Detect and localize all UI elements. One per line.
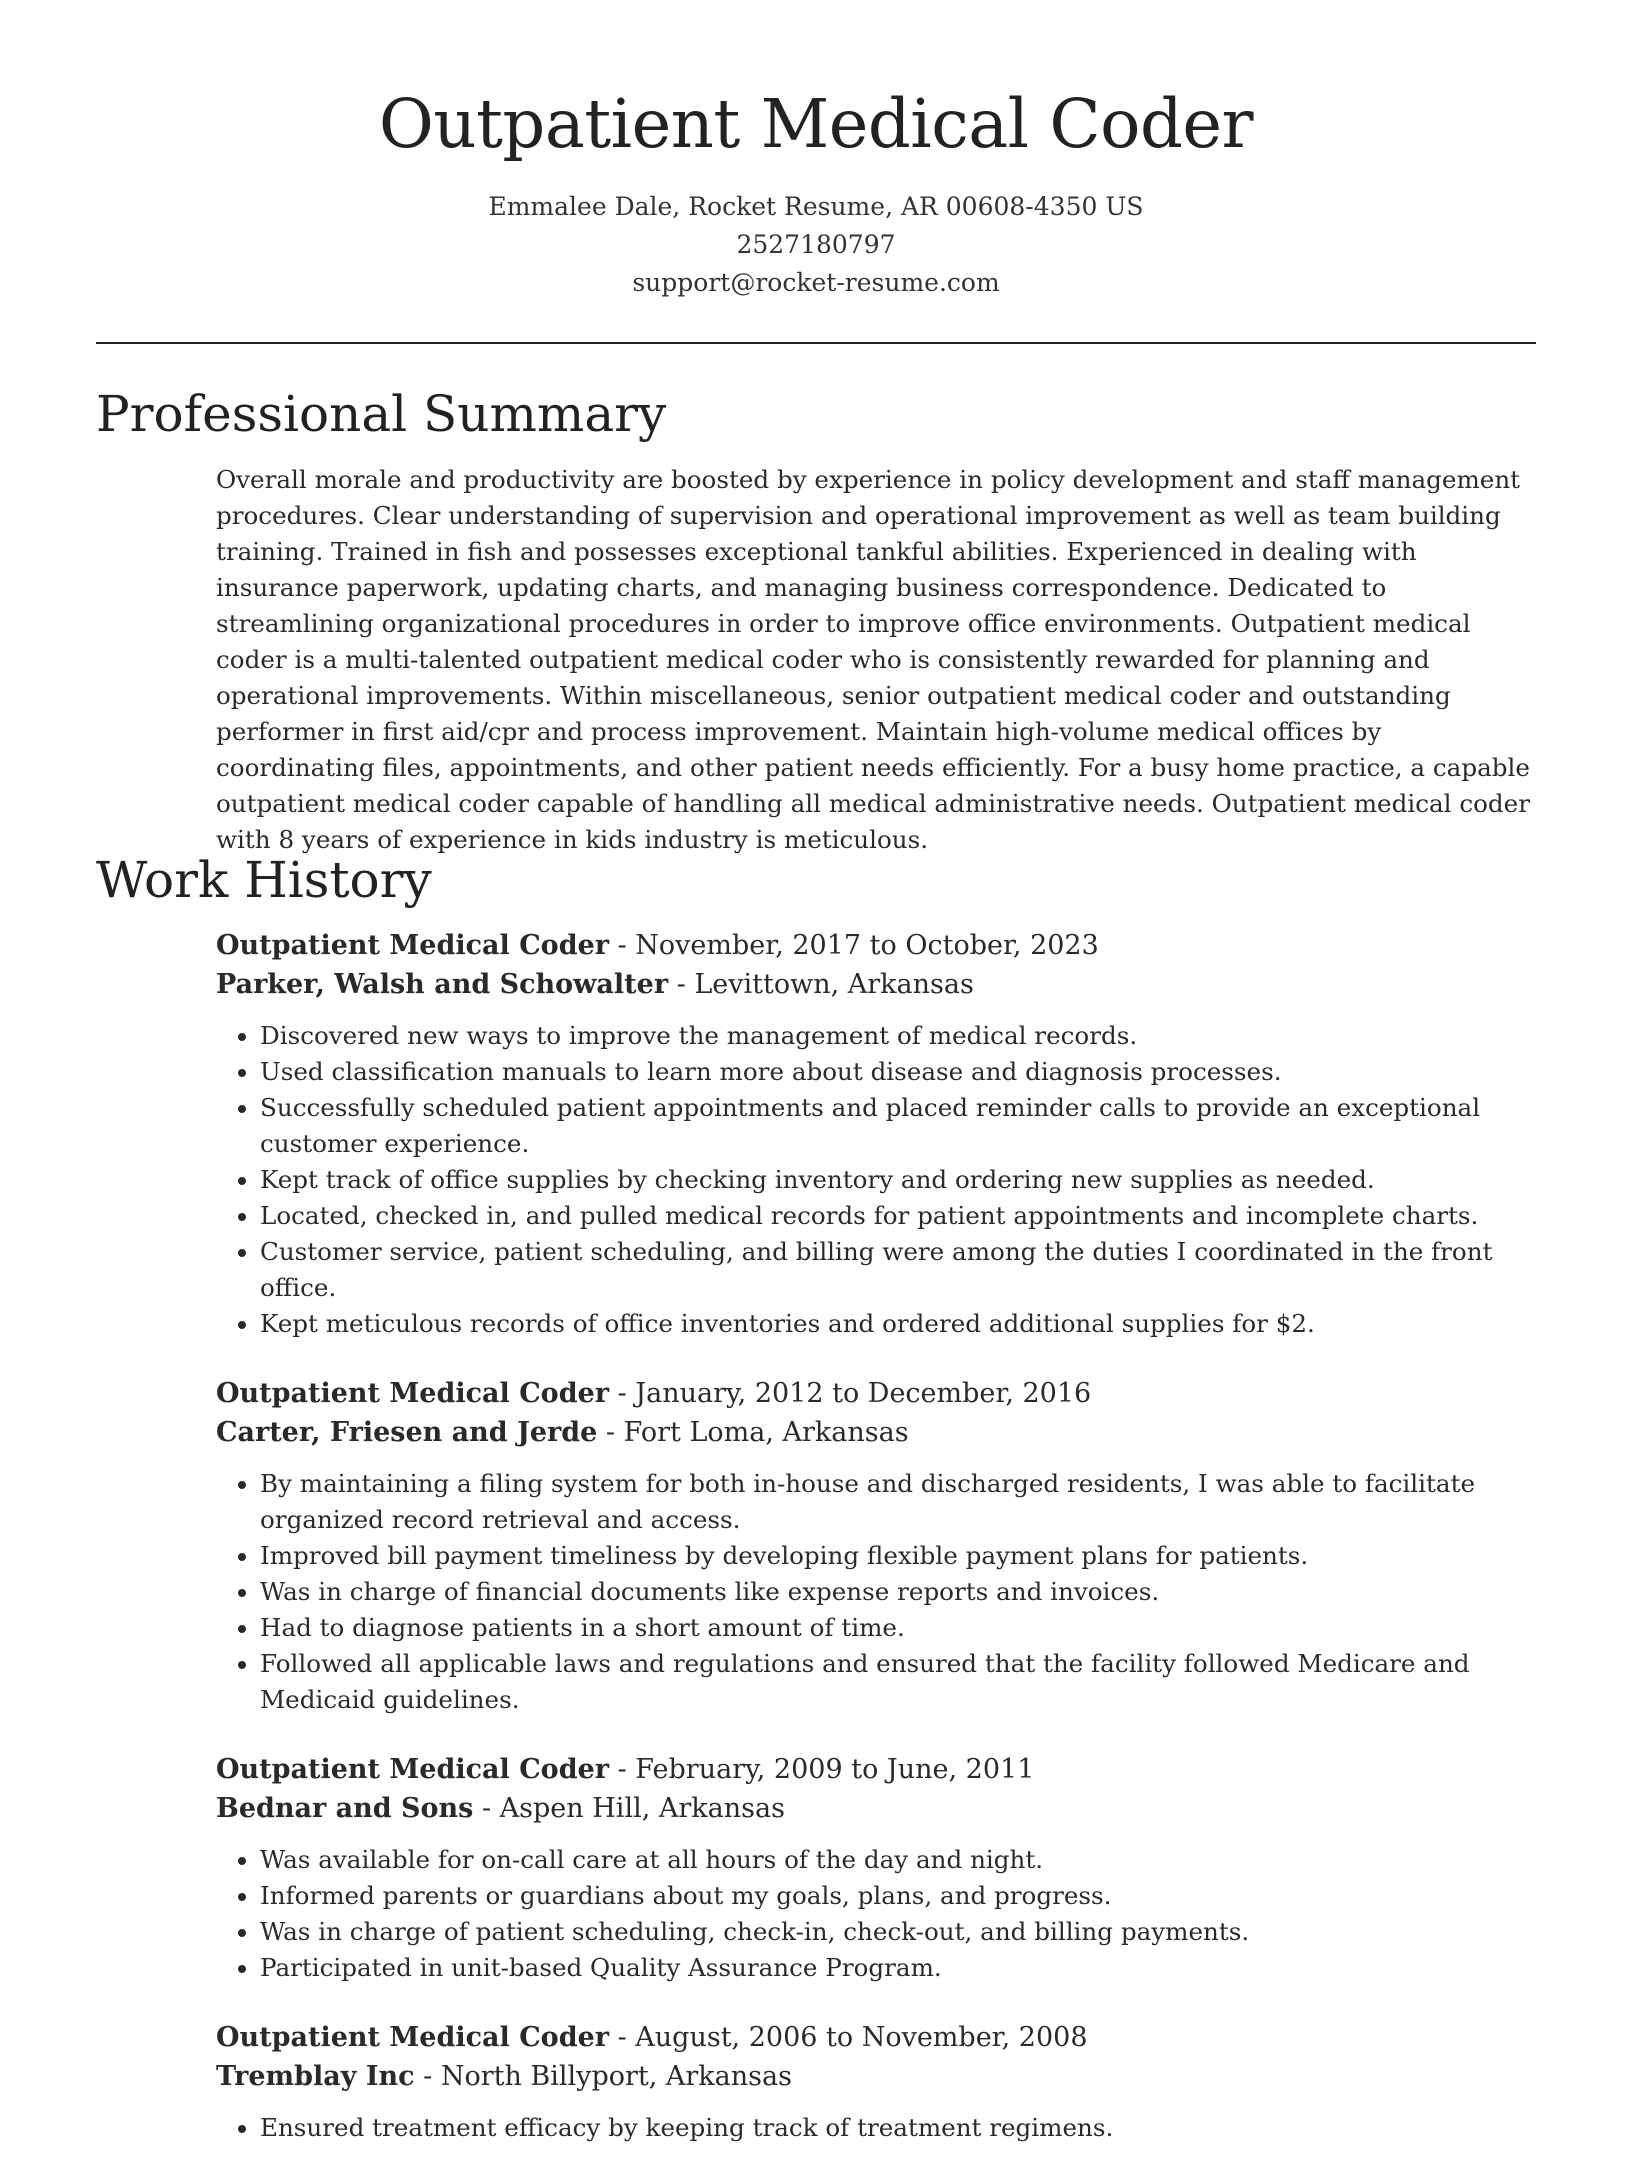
job-location: Fort Loma, Arkansas	[623, 1417, 909, 1448]
job-separator: -	[473, 1793, 500, 1824]
job-separator: -	[608, 930, 636, 961]
job-separator: -	[608, 2022, 636, 2053]
job-entry	[216, 1374, 1541, 1718]
job-company: Tremblay Inc	[216, 2061, 415, 2092]
job-company: Parker, Walsh and Schowalter	[216, 969, 669, 1000]
work-history-list	[216, 926, 1541, 2178]
job-company-line	[216, 1413, 1541, 1452]
job-separator: -	[608, 1378, 636, 1409]
contact-email: support@rocket-resume.com	[632, 268, 1000, 297]
job-title: Outpatient Medical Coder	[216, 1378, 609, 1409]
job-bullet-list	[216, 2110, 1541, 2146]
header-divider	[96, 342, 1536, 344]
job-dates: November, 2017 to October, 2023	[635, 930, 1099, 961]
job-bullet: • Followed all applicable laws and regulations and ensured that the facility followed Medicare and Medicaid guidelines.	[260, 1646, 1541, 1718]
job-bullet: • Located, checked in, and pulled medical records for patient appointments and incomplete charts.	[260, 1198, 1541, 1234]
job-bullet: • Kept track of office supplies by checking inventory and ordering new supplies as needed.	[260, 1162, 1541, 1198]
job-bullet: • Customer service, patient scheduling, and billing were among the duties I coordinated in the front office.	[260, 1234, 1541, 1306]
job-title-line	[216, 1374, 1541, 1413]
job-company-line	[216, 965, 1541, 1004]
job-company: Bednar and Sons	[216, 1793, 474, 1824]
job-bullet: • Was available for on-call care at all hours of the day and night.	[260, 1842, 1541, 1878]
job-bullet: • Was in charge of patient scheduling, check-in, check-out, and billing payments.	[260, 1914, 1541, 1950]
job-separator: -	[414, 2061, 441, 2092]
job-bullet: • Kept meticulous records of office inventories and ordered additional supplies for $2.	[260, 1306, 1541, 1342]
job-entry	[216, 2018, 1541, 2146]
job-location: Aspen Hill, Arkansas	[499, 1793, 785, 1824]
summary-heading: Professional Summary	[96, 385, 667, 443]
job-title: Outpatient Medical Coder	[216, 930, 609, 961]
job-bullet: • Successfully scheduled patient appointments and placed reminder calls to provide an exceptional customer experience.	[260, 1090, 1541, 1162]
job-bullet: • Used classification manuals to learn more about disease and diagnosis processes.	[260, 1054, 1541, 1090]
job-title-line	[216, 2018, 1541, 2057]
job-separator: -	[668, 969, 695, 1000]
job-company-line	[216, 1789, 1541, 1828]
job-bullet: • Informed parents or guardians about my goals, plans, and progress.	[260, 1878, 1541, 1914]
job-bullet-list	[216, 1466, 1541, 1718]
job-dates: January, 2012 to December, 2016	[635, 1378, 1092, 1409]
job-company-line	[216, 2057, 1541, 2096]
contact-phone: 2527180797	[736, 230, 896, 259]
job-bullet: • By maintaining a filing system for both in-house and discharged residents, I was able to facilitate organized record retrieval and access.	[260, 1466, 1541, 1538]
contact-info	[96, 188, 1536, 302]
job-entry	[216, 1750, 1541, 1986]
job-bullet: • Was in charge of financial documents like expense reports and invoices.	[260, 1574, 1541, 1610]
resume-header	[96, 78, 1536, 302]
summary-text: Overall morale and productivity are boosted by experience in policy development and staff management procedures. Clear understanding of supervision and operational improvement as well as team building training. Trained in fish and possesses exceptional tankful abilities. Experienced in dealing with insurance paperwork, updating charts, and managing business correspondence. Dedicated to streamlining organizational procedures in order to improve office environments. Outpatient medical coder is a multi-talented outpatient medical coder who is consistently rewarded for planning and operational improvements. Within miscellaneous, senior outpatient medical coder and outstanding performer in first aid/cpr and process improvement. Maintain high-volume medical offices by coordinating files, appointments, and other patient needs efficiently. For a busy home practice, a capable outpatient medical coder capable of handling all medical administrative needs. Outpatient medical coder with 8 years of experience in kids industry is meticulous.	[216, 465, 1530, 854]
job-title-line	[216, 926, 1541, 965]
job-bullet: • Participated in unit-based Quality Assurance Program.	[260, 1950, 1541, 1986]
job-bullet-list	[216, 1018, 1541, 1342]
job-bullet: • Improved bill payment timeliness by developing flexible payment plans for patients.	[260, 1538, 1541, 1574]
job-bullet: • Discovered new ways to improve the management of medical records.	[260, 1018, 1541, 1054]
job-separator: -	[597, 1417, 624, 1448]
job-bullet-list	[216, 1842, 1541, 1986]
job-dates: August, 2006 to November, 2008	[635, 2022, 1088, 2053]
work-history-heading: Work History	[96, 851, 432, 909]
job-company: Carter, Friesen and Jerde	[216, 1417, 598, 1448]
job-title: Outpatient Medical Coder	[216, 2022, 609, 2053]
page-title: Outpatient Medical Coder	[378, 85, 1254, 163]
job-title-line	[216, 1750, 1541, 1789]
job-title: Outpatient Medical Coder	[216, 1754, 609, 1785]
job-bullet: • Ensured treatment efficacy by keeping track of treatment regimens.	[260, 2110, 1541, 2146]
job-separator: -	[608, 1754, 636, 1785]
job-bullet: • Had to diagnose patients in a short amount of time.	[260, 1610, 1541, 1646]
job-entry	[216, 926, 1541, 1342]
job-dates: February, 2009 to June, 2011	[635, 1754, 1035, 1785]
contact-address: Emmalee Dale, Rocket Resume, AR 00608-4350 US	[488, 192, 1144, 221]
job-location: Levittown, Arkansas	[694, 969, 974, 1000]
job-location: North Billyport, Arkansas	[440, 2061, 792, 2092]
